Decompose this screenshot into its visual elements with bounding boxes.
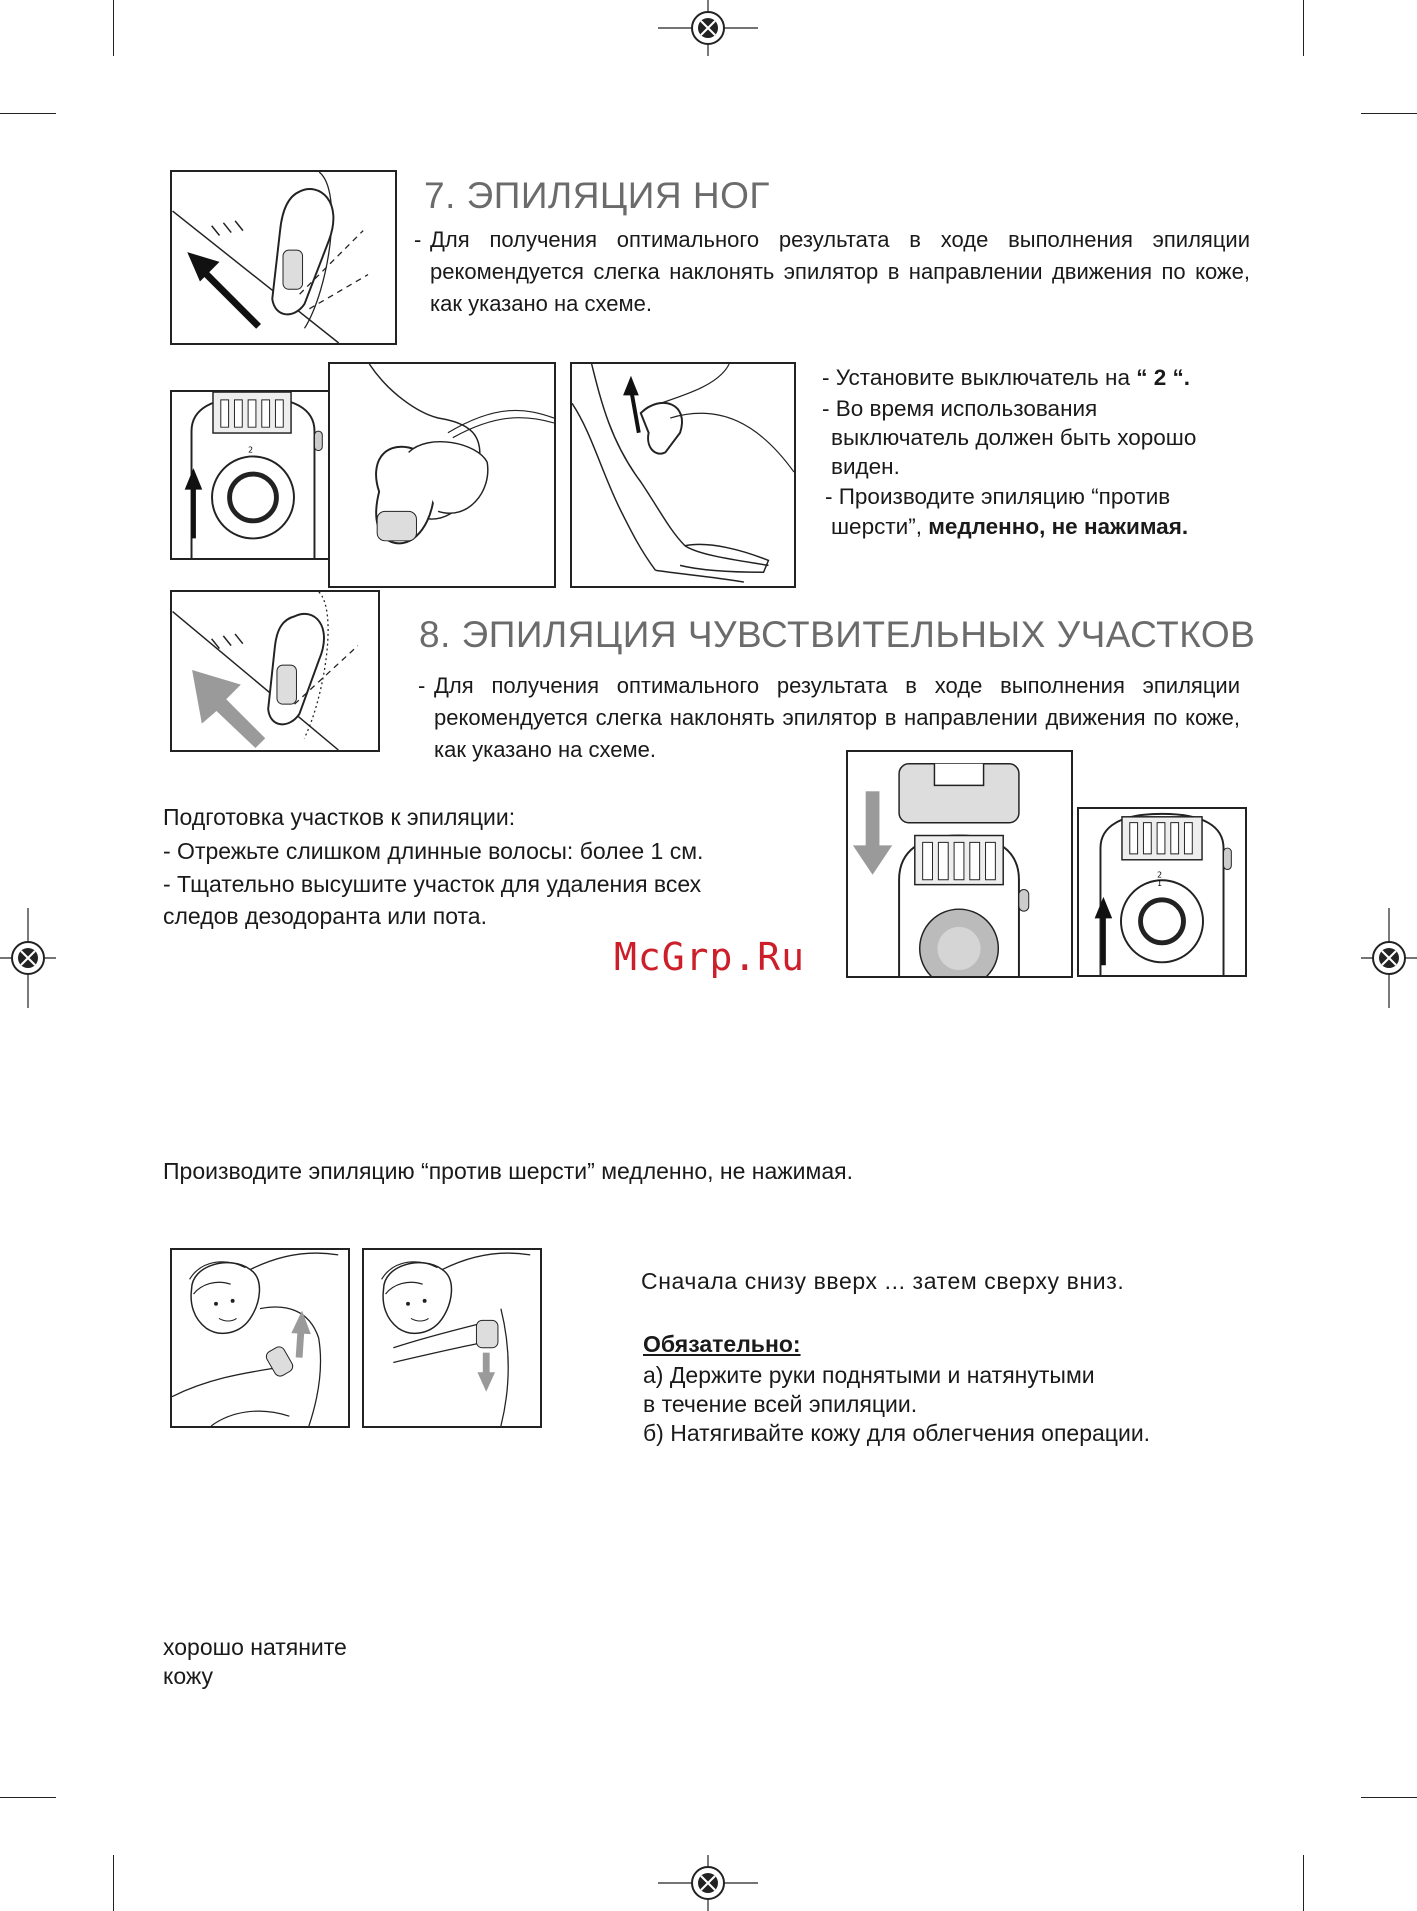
mandatory-b: б) Натягивайте кожу для облегчения операции.	[643, 1420, 1151, 1446]
step-3-emphasis: медленно, не нажимая.	[928, 514, 1189, 539]
crop-mark	[1303, 0, 1304, 56]
instruction-line: Производите эпиляцию “против шерсти” медленно, не нажимая.	[163, 1158, 853, 1184]
crop-mark	[1361, 113, 1417, 114]
watermark-logo: McGrp.Ru	[614, 935, 806, 979]
section-8-paragraph: Для получения оптимального результата в ходе выполнения эпиляции рекомендуется слегка наклонять эпилятор в направлении движения по коже, как указано на схеме.	[434, 673, 1240, 762]
crop-mark	[113, 1855, 114, 1911]
crop-mark	[113, 0, 114, 56]
hand-holding-epilator-figure	[328, 362, 556, 588]
step-2-line-3: виден.	[831, 454, 900, 479]
mandatory-a-line-2: в течение всей эпиляции.	[643, 1391, 918, 1417]
bullet-dash: -	[418, 673, 426, 698]
prep-item-2-line-1: - Тщательно высушите участок для удаления всех	[163, 871, 702, 897]
section-8-title: 8. ЭПИЛЯЦИЯ ЧУВСТВИТЕЛЬНЫХ УЧАСТКОВ	[419, 614, 1256, 655]
registration-mark-icon	[650, 1855, 766, 1911]
switch-label-bottom: 1	[1157, 879, 1163, 889]
epilator-switch-figure-2	[1077, 807, 1247, 977]
step-set-switch	[822, 363, 1190, 392]
prep-item-2-line-2: следов дезодоранта или пота.	[163, 903, 487, 929]
crop-mark	[1361, 1797, 1417, 1798]
epilator-switch-figure	[170, 390, 336, 560]
skin-note-line-2: кожу	[163, 1663, 213, 1689]
crop-mark	[0, 1797, 56, 1798]
underarm-upward-figure	[170, 1248, 350, 1428]
switch-label-top: 2	[248, 445, 254, 455]
registration-mark-icon	[650, 0, 766, 56]
step-2-line-1: - Во время использования	[822, 396, 1098, 421]
sensitive-area-tilt-diagram	[170, 590, 380, 752]
section-7-text	[414, 224, 1250, 320]
underarm-direction: Сначала снизу вверх ... затем сверху вниз.	[641, 1268, 1125, 1294]
leg-tilt-diagram	[170, 170, 397, 345]
step-2-line-2: выключатель должен быть хорошо	[831, 425, 1197, 450]
skin-note-line-1: хорошо натяните	[163, 1634, 347, 1660]
switch-label-top: 2	[1157, 870, 1163, 880]
bullet-dash: -	[414, 227, 422, 252]
switch-position-value: “ 2 “.	[1136, 365, 1191, 390]
mandatory-a-line-1: а) Держите руки поднятыми и натянутыми	[643, 1362, 1095, 1388]
prep-heading: Подготовка участков к эпиляции:	[163, 804, 516, 830]
step-3-line-1: - Производите эпиляцию “против	[825, 484, 1171, 509]
section-7-title: 7. ЭПИЛЯЦИЯ НОГ	[424, 175, 770, 216]
registration-mark-icon	[1361, 900, 1417, 1016]
underarm-downward-figure	[362, 1248, 542, 1428]
crop-mark	[0, 113, 56, 114]
step-1-text: - Установите выключатель на	[822, 365, 1130, 390]
prep-item-1: - Отрежьте слишком длинные волосы: более 1 см.	[163, 838, 704, 864]
step-3-line-2	[831, 512, 1188, 541]
epilator-cap-figure	[846, 750, 1073, 978]
crop-mark	[1303, 1855, 1304, 1911]
mandatory-label: Обязательно:	[643, 1331, 801, 1357]
registration-mark-icon	[0, 900, 56, 1016]
legs-epilation-figure	[570, 362, 796, 588]
section-7-paragraph: Для получения оптимального результата в ходе выполнения эпиляции рекомендуется слегка наклонять эпилятор в направлении движения по коже, как указано на схеме.	[430, 227, 1250, 316]
step-3-text: шерсти”,	[831, 514, 922, 539]
section-8-text	[418, 670, 1240, 766]
